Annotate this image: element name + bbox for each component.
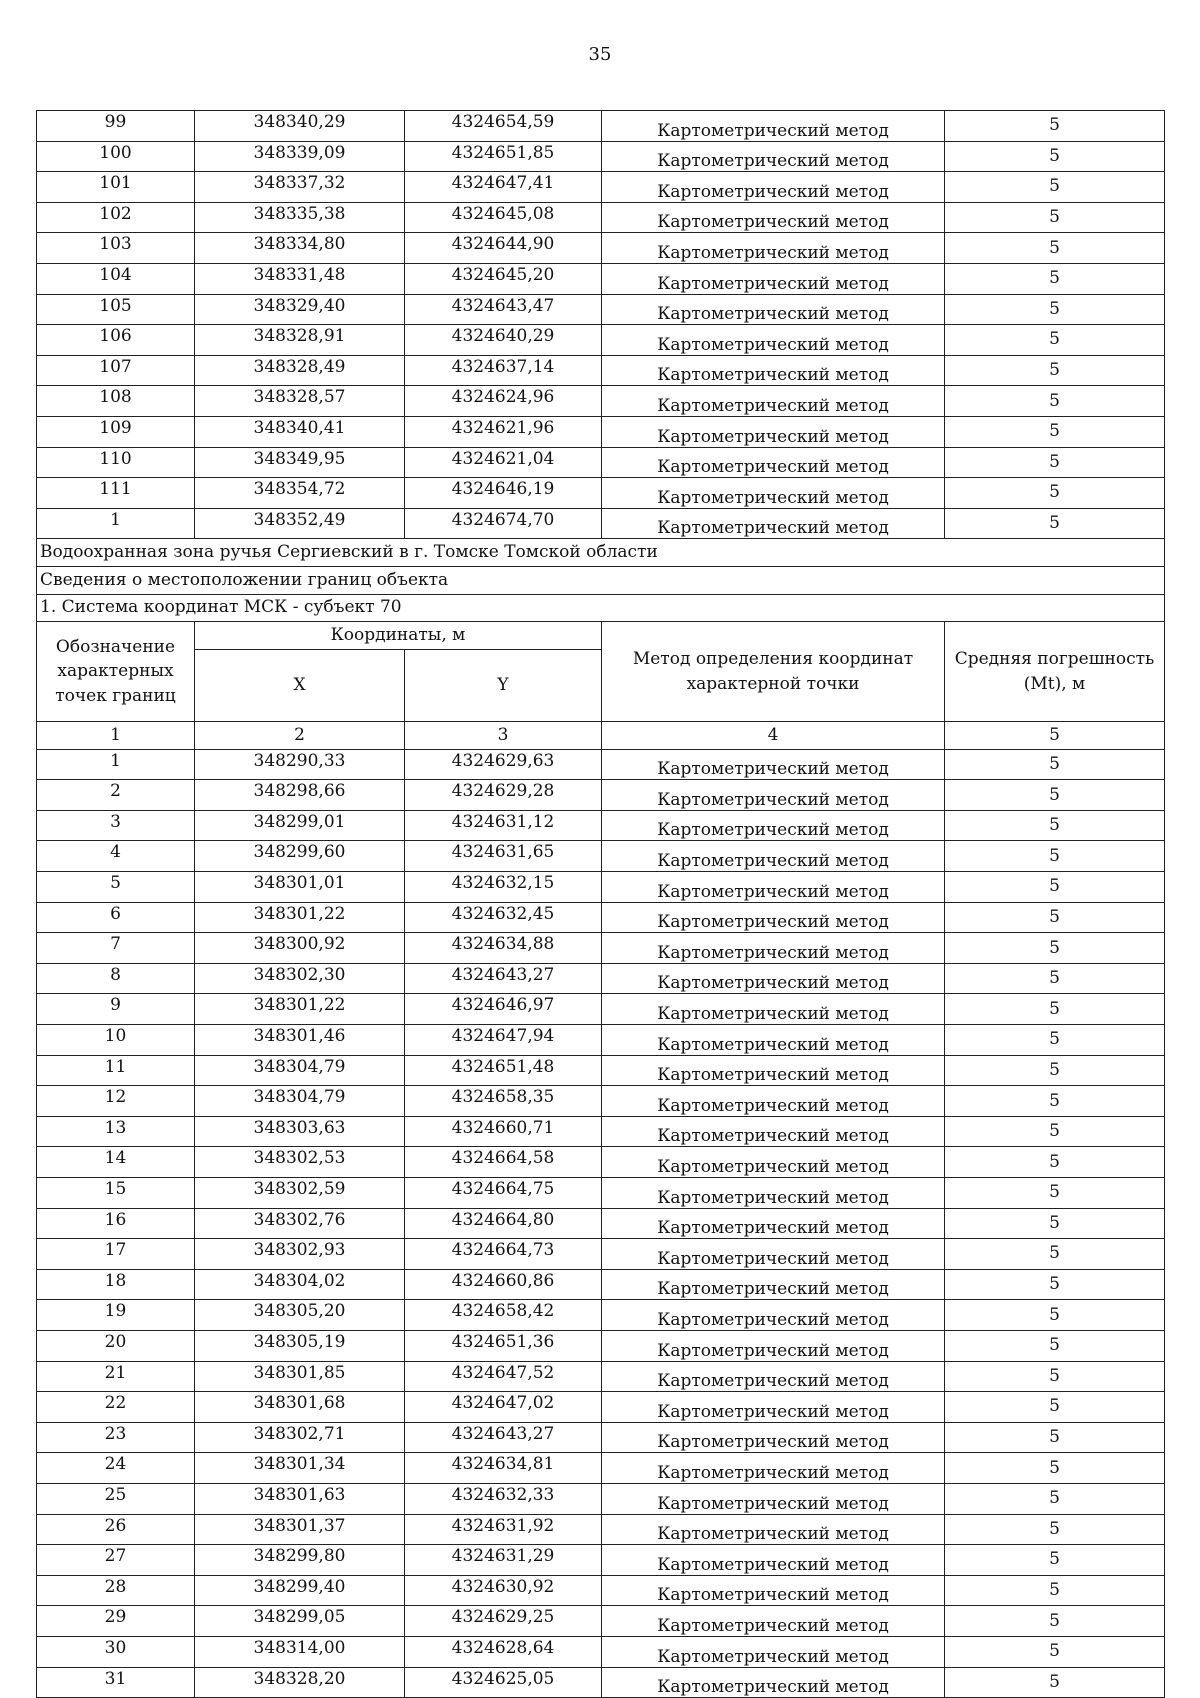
table-header	[37, 622, 1165, 722]
coord-y: 4324664,75	[405, 1178, 602, 1209]
method-cell: Картометрический метод	[602, 1453, 945, 1484]
error-cell: 5	[945, 263, 1165, 294]
error-cell: 5	[945, 202, 1165, 233]
method-cell: Картометрический метод	[602, 1330, 945, 1361]
coord-y: 4324632,15	[405, 872, 602, 903]
coord-x: 348300,92	[195, 933, 405, 964]
error-cell: 5	[945, 749, 1165, 780]
error-cell: 5	[945, 1667, 1165, 1698]
point-number: 107	[37, 355, 195, 386]
table-row	[37, 1116, 1165, 1147]
error-cell: 5	[945, 1483, 1165, 1514]
error-cell: 5	[945, 447, 1165, 478]
table-row	[37, 872, 1165, 903]
table-row	[37, 263, 1165, 294]
coord-x: 348302,93	[195, 1239, 405, 1270]
column-index: 4	[602, 722, 945, 750]
column-index: 3	[405, 722, 602, 750]
coord-x: 348302,76	[195, 1208, 405, 1239]
coord-y: 4324651,48	[405, 1055, 602, 1086]
method-cell: Картометрический метод	[602, 810, 945, 841]
point-number: 108	[37, 386, 195, 417]
method-cell: Картометрический метод	[602, 933, 945, 964]
header-coordinates: Координаты, м	[195, 622, 602, 650]
coord-y: 4324647,41	[405, 172, 602, 203]
point-number: 9	[37, 994, 195, 1025]
coord-y: 4324664,80	[405, 1208, 602, 1239]
table-row	[37, 325, 1165, 356]
method-cell: Картометрический метод	[602, 1422, 945, 1453]
table-row	[37, 478, 1165, 509]
error-cell: 5	[945, 872, 1165, 903]
coord-x: 348304,79	[195, 1086, 405, 1117]
method-cell: Картометрический метод	[602, 111, 945, 142]
coord-x: 348301,34	[195, 1453, 405, 1484]
point-number: 15	[37, 1178, 195, 1209]
header-x: X	[195, 649, 405, 721]
table-row	[37, 294, 1165, 325]
column-index: 1	[37, 722, 195, 750]
table-row	[37, 1330, 1165, 1361]
table-row	[37, 1208, 1165, 1239]
coord-y: 4324658,42	[405, 1300, 602, 1331]
table-row	[37, 1147, 1165, 1178]
coord-x: 348304,02	[195, 1269, 405, 1300]
method-cell: Картометрический метод	[602, 749, 945, 780]
point-number: 104	[37, 263, 195, 294]
table-row	[37, 1086, 1165, 1117]
table-row	[37, 902, 1165, 933]
point-number: 2	[37, 780, 195, 811]
table-row	[37, 994, 1165, 1025]
point-number: 22	[37, 1392, 195, 1423]
coord-x: 348349,95	[195, 447, 405, 478]
column-index-row	[37, 722, 1165, 750]
coord-x: 348328,49	[195, 355, 405, 386]
coord-x: 348304,79	[195, 1055, 405, 1086]
table-row	[37, 1239, 1165, 1270]
table-row	[37, 841, 1165, 872]
coord-x: 348352,49	[195, 508, 405, 539]
table-row	[37, 1606, 1165, 1637]
point-number: 17	[37, 1239, 195, 1270]
table-row	[37, 1514, 1165, 1545]
method-cell: Картометрический метод	[602, 1269, 945, 1300]
error-cell: 5	[945, 1453, 1165, 1484]
table-row	[37, 1575, 1165, 1606]
coord-y: 4324643,27	[405, 963, 602, 994]
coord-y: 4324654,59	[405, 111, 602, 142]
point-number: 111	[37, 478, 195, 509]
coord-y: 4324625,05	[405, 1667, 602, 1698]
error-cell: 5	[945, 1025, 1165, 1056]
method-cell: Картометрический метод	[602, 233, 945, 264]
error-cell: 5	[945, 1330, 1165, 1361]
method-cell: Картометрический метод	[602, 1575, 945, 1606]
method-cell: Картометрический метод	[602, 1514, 945, 1545]
coord-y: 4324651,85	[405, 141, 602, 172]
table-row	[37, 111, 1165, 142]
coord-y: 4324630,92	[405, 1575, 602, 1606]
method-cell: Картометрический метод	[602, 447, 945, 478]
method-cell: Картометрический метод	[602, 1147, 945, 1178]
point-number: 16	[37, 1208, 195, 1239]
method-cell: Картометрический метод	[602, 294, 945, 325]
coord-y: 4324640,29	[405, 325, 602, 356]
point-number: 20	[37, 1330, 195, 1361]
table-row	[37, 386, 1165, 417]
table-row	[37, 780, 1165, 811]
coord-y: 4324647,02	[405, 1392, 602, 1423]
point-number: 109	[37, 416, 195, 447]
table-row	[37, 202, 1165, 233]
point-number: 12	[37, 1086, 195, 1117]
error-cell: 5	[945, 1300, 1165, 1331]
coord-y: 4324643,47	[405, 294, 602, 325]
error-cell: 5	[945, 355, 1165, 386]
point-number: 3	[37, 810, 195, 841]
coord-y: 4324621,04	[405, 447, 602, 478]
coord-system-row	[37, 594, 1165, 622]
coord-y: 4324629,28	[405, 780, 602, 811]
page-number: 35	[588, 44, 612, 65]
method-cell: Картометрический метод	[602, 1208, 945, 1239]
coord-x: 348301,46	[195, 1025, 405, 1056]
point-number: 10	[37, 1025, 195, 1056]
error-cell: 5	[945, 111, 1165, 142]
coord-x: 348328,20	[195, 1667, 405, 1698]
coord-x: 348314,00	[195, 1636, 405, 1667]
error-cell: 5	[945, 1545, 1165, 1576]
coord-y: 4324660,86	[405, 1269, 602, 1300]
error-cell: 5	[945, 902, 1165, 933]
point-number: 1	[37, 749, 195, 780]
point-number: 30	[37, 1636, 195, 1667]
error-cell: 5	[945, 172, 1165, 203]
point-number: 24	[37, 1453, 195, 1484]
coord-x: 348354,72	[195, 478, 405, 509]
coord-y: 4324631,92	[405, 1514, 602, 1545]
error-cell: 5	[945, 508, 1165, 539]
boundary-coordinates-table	[36, 110, 1165, 1698]
coord-x: 348335,38	[195, 202, 405, 233]
point-number: 101	[37, 172, 195, 203]
table-row	[37, 1300, 1165, 1331]
info-title: Сведения о местоположении границ объекта	[37, 566, 1165, 594]
method-cell: Картометрический метод	[602, 902, 945, 933]
coord-x: 348301,63	[195, 1483, 405, 1514]
table-row	[37, 1636, 1165, 1667]
method-cell: Картометрический метод	[602, 1300, 945, 1331]
error-cell: 5	[945, 1514, 1165, 1545]
table-row	[37, 1422, 1165, 1453]
coord-y: 4324632,45	[405, 902, 602, 933]
error-cell: 5	[945, 1239, 1165, 1270]
table-row	[37, 933, 1165, 964]
method-cell: Картометрический метод	[602, 416, 945, 447]
coord-y: 4324634,88	[405, 933, 602, 964]
coord-x: 348301,68	[195, 1392, 405, 1423]
coord-x: 348337,32	[195, 172, 405, 203]
error-cell: 5	[945, 1422, 1165, 1453]
error-cell: 5	[945, 1269, 1165, 1300]
coord-y: 4324658,35	[405, 1086, 602, 1117]
error-cell: 5	[945, 1116, 1165, 1147]
error-cell: 5	[945, 141, 1165, 172]
coord-y: 4324629,63	[405, 749, 602, 780]
table-row	[37, 416, 1165, 447]
coord-x: 348302,59	[195, 1178, 405, 1209]
coord-x: 348305,19	[195, 1330, 405, 1361]
coord-y: 4324631,29	[405, 1545, 602, 1576]
coord-x: 348301,37	[195, 1514, 405, 1545]
point-number: 4	[37, 841, 195, 872]
error-cell: 5	[945, 933, 1165, 964]
coord-x: 348339,09	[195, 141, 405, 172]
table-row	[37, 447, 1165, 478]
coord-system: 1. Система координат МСК - субъект 70	[37, 594, 1165, 622]
table-row	[37, 1269, 1165, 1300]
table-row	[37, 963, 1165, 994]
point-number: 18	[37, 1269, 195, 1300]
point-number: 100	[37, 141, 195, 172]
error-cell: 5	[945, 1147, 1165, 1178]
coord-y: 4324632,33	[405, 1483, 602, 1514]
coord-x: 348340,41	[195, 416, 405, 447]
table-row	[37, 355, 1165, 386]
coord-x: 348331,48	[195, 263, 405, 294]
point-number: 7	[37, 933, 195, 964]
header-point-label: Обозначение характерных точек границ	[37, 622, 195, 722]
error-cell: 5	[945, 416, 1165, 447]
coord-x: 348329,40	[195, 294, 405, 325]
table-row	[37, 1361, 1165, 1392]
point-number: 13	[37, 1116, 195, 1147]
header-y: Y	[405, 649, 602, 721]
method-cell: Картометрический метод	[602, 1667, 945, 1698]
point-number: 102	[37, 202, 195, 233]
method-cell: Картометрический метод	[602, 355, 945, 386]
table-row	[37, 172, 1165, 203]
coord-x: 348302,30	[195, 963, 405, 994]
coord-x: 348302,53	[195, 1147, 405, 1178]
coord-y: 4324621,96	[405, 416, 602, 447]
coord-x: 348328,91	[195, 325, 405, 356]
error-cell: 5	[945, 963, 1165, 994]
coord-y: 4324631,65	[405, 841, 602, 872]
method-cell: Картометрический метод	[602, 872, 945, 903]
point-number: 14	[37, 1147, 195, 1178]
method-cell: Картометрический метод	[602, 1239, 945, 1270]
point-number: 31	[37, 1667, 195, 1698]
coord-y: 4324660,71	[405, 1116, 602, 1147]
coord-y: 4324674,70	[405, 508, 602, 539]
point-number: 11	[37, 1055, 195, 1086]
coord-y: 4324637,14	[405, 355, 602, 386]
method-cell: Картометрический метод	[602, 1361, 945, 1392]
column-index: 5	[945, 722, 1165, 750]
point-number: 19	[37, 1300, 195, 1331]
error-cell: 5	[945, 1636, 1165, 1667]
error-cell: 5	[945, 233, 1165, 264]
coord-y: 4324646,97	[405, 994, 602, 1025]
error-cell: 5	[945, 1208, 1165, 1239]
method-cell: Картометрический метод	[602, 841, 945, 872]
zone-title-row	[37, 539, 1165, 567]
table-row	[37, 141, 1165, 172]
section-info	[37, 539, 1165, 622]
method-cell: Картометрический метод	[602, 1116, 945, 1147]
point-number: 105	[37, 294, 195, 325]
coord-y: 4324647,52	[405, 1361, 602, 1392]
header-error: Средняя погрешность (Mt), м	[945, 622, 1165, 722]
point-number: 6	[37, 902, 195, 933]
error-cell: 5	[945, 478, 1165, 509]
header-method: Метод определения координат характерной точки	[602, 622, 945, 722]
error-cell: 5	[945, 810, 1165, 841]
error-cell: 5	[945, 994, 1165, 1025]
point-number: 110	[37, 447, 195, 478]
coord-y: 4324645,20	[405, 263, 602, 294]
table-row	[37, 1025, 1165, 1056]
error-cell: 5	[945, 1086, 1165, 1117]
coord-x: 348301,01	[195, 872, 405, 903]
table-row	[37, 1178, 1165, 1209]
coord-y: 4324628,64	[405, 1636, 602, 1667]
table-row	[37, 1055, 1165, 1086]
coord-y: 4324634,81	[405, 1453, 602, 1484]
method-cell: Картометрический метод	[602, 994, 945, 1025]
method-cell: Картометрический метод	[602, 1025, 945, 1056]
coord-y: 4324645,08	[405, 202, 602, 233]
coord-x: 348340,29	[195, 111, 405, 142]
point-number: 23	[37, 1422, 195, 1453]
point-number: 27	[37, 1545, 195, 1576]
method-cell: Картометрический метод	[602, 1086, 945, 1117]
method-cell: Картометрический метод	[602, 1178, 945, 1209]
coord-x: 348299,80	[195, 1545, 405, 1576]
point-number: 8	[37, 963, 195, 994]
coord-x: 348299,40	[195, 1575, 405, 1606]
error-cell: 5	[945, 386, 1165, 417]
coord-y: 4324664,58	[405, 1147, 602, 1178]
coord-x: 348301,22	[195, 902, 405, 933]
error-cell: 5	[945, 1178, 1165, 1209]
coord-x: 348302,71	[195, 1422, 405, 1453]
upper-rows	[37, 111, 1165, 539]
coord-y: 4324664,73	[405, 1239, 602, 1270]
point-number: 1	[37, 508, 195, 539]
error-cell: 5	[945, 1055, 1165, 1086]
point-number: 25	[37, 1483, 195, 1514]
method-cell: Картометрический метод	[602, 325, 945, 356]
coord-x: 348328,57	[195, 386, 405, 417]
table-row	[37, 508, 1165, 539]
method-cell: Картометрический метод	[602, 141, 945, 172]
error-cell: 5	[945, 841, 1165, 872]
table-row	[37, 1392, 1165, 1423]
table-row	[37, 810, 1165, 841]
point-number: 5	[37, 872, 195, 903]
coord-x: 348334,80	[195, 233, 405, 264]
method-cell: Картометрический метод	[602, 386, 945, 417]
error-cell: 5	[945, 325, 1165, 356]
coord-x: 348299,01	[195, 810, 405, 841]
coord-x: 348299,60	[195, 841, 405, 872]
method-cell: Картометрический метод	[602, 172, 945, 203]
zone-title: Водоохранная зона ручья Сергиевский в г. Томске Томской области	[37, 539, 1165, 567]
coord-x: 348290,33	[195, 749, 405, 780]
error-cell: 5	[945, 1606, 1165, 1637]
method-cell: Картометрический метод	[602, 1483, 945, 1514]
coord-y: 4324624,96	[405, 386, 602, 417]
column-index: 2	[195, 722, 405, 750]
point-number: 29	[37, 1606, 195, 1637]
coord-x: 348301,22	[195, 994, 405, 1025]
point-number: 103	[37, 233, 195, 264]
coord-y: 4324644,90	[405, 233, 602, 264]
error-cell: 5	[945, 1392, 1165, 1423]
method-cell: Картометрический метод	[602, 263, 945, 294]
error-cell: 5	[945, 1361, 1165, 1392]
table-row	[37, 1453, 1165, 1484]
point-number: 106	[37, 325, 195, 356]
table-row	[37, 233, 1165, 264]
error-cell: 5	[945, 1575, 1165, 1606]
method-cell: Картометрический метод	[602, 1636, 945, 1667]
point-number: 26	[37, 1514, 195, 1545]
coord-x: 348298,66	[195, 780, 405, 811]
method-cell: Картометрический метод	[602, 1055, 945, 1086]
method-cell: Картометрический метод	[602, 1545, 945, 1576]
coord-y: 4324651,36	[405, 1330, 602, 1361]
coord-y: 4324629,25	[405, 1606, 602, 1637]
error-cell: 5	[945, 780, 1165, 811]
table-row	[37, 1667, 1165, 1698]
point-number: 21	[37, 1361, 195, 1392]
table-row	[37, 749, 1165, 780]
method-cell: Картометрический метод	[602, 1392, 945, 1423]
method-cell: Картометрический метод	[602, 478, 945, 509]
lower-rows	[37, 749, 1165, 1697]
method-cell: Картометрический метод	[602, 508, 945, 539]
coord-x: 348299,05	[195, 1606, 405, 1637]
coord-x: 348305,20	[195, 1300, 405, 1331]
info-title-row	[37, 566, 1165, 594]
coord-y: 4324647,94	[405, 1025, 602, 1056]
method-cell: Картометрический метод	[602, 1606, 945, 1637]
point-number: 28	[37, 1575, 195, 1606]
coord-y: 4324631,12	[405, 810, 602, 841]
coord-x: 348301,85	[195, 1361, 405, 1392]
error-cell: 5	[945, 294, 1165, 325]
table-row	[37, 1483, 1165, 1514]
point-number: 99	[37, 111, 195, 142]
method-cell: Картометрический метод	[602, 202, 945, 233]
coord-y: 4324646,19	[405, 478, 602, 509]
table-row	[37, 1545, 1165, 1576]
coord-y: 4324643,27	[405, 1422, 602, 1453]
method-cell: Картометрический метод	[602, 780, 945, 811]
coord-x: 348303,63	[195, 1116, 405, 1147]
method-cell: Картометрический метод	[602, 963, 945, 994]
